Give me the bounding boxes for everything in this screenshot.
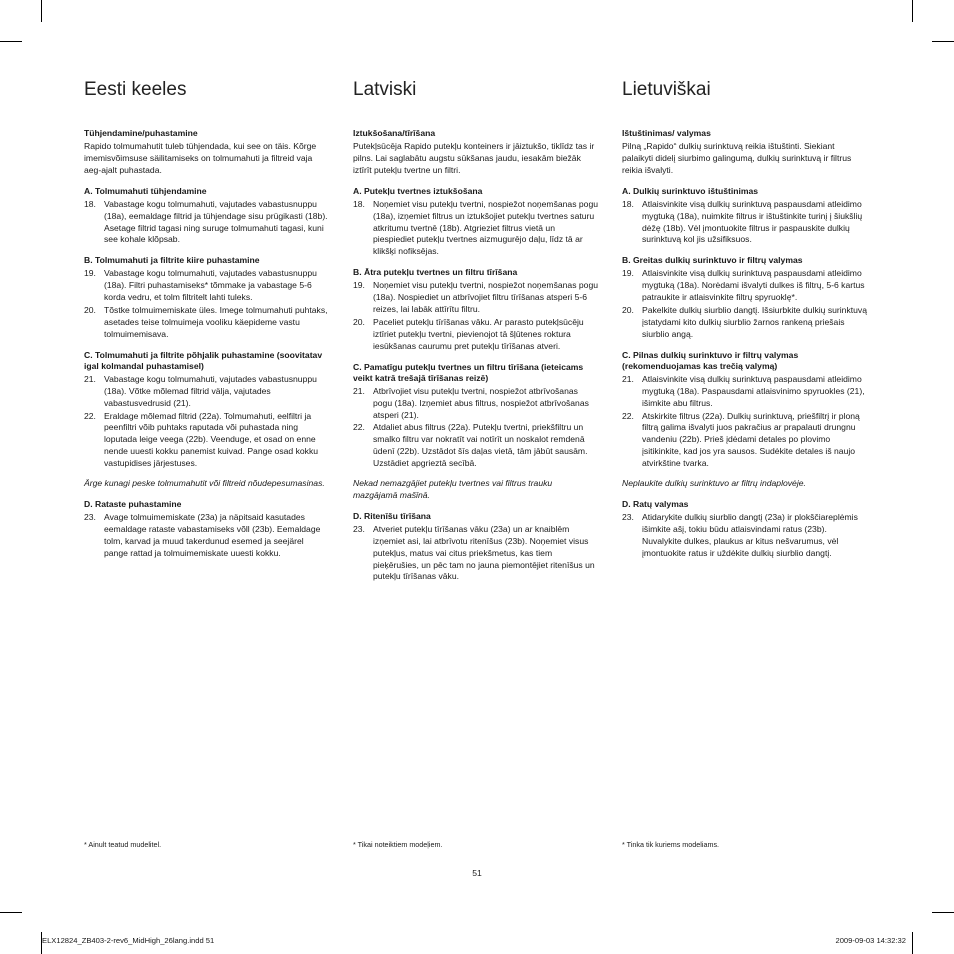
step-number: 23. [84, 511, 96, 522]
step-text: Atlaisvinkite visą dulkių surinktuvą paspausdami atleidimo mygtuką (18a). Paspausdami atlaisvinimo spyruokles (21), išimkite abu filtrus. [642, 373, 865, 408]
step-text: Pakelkite dulkių siurblio dangtį. Išsiurbkite dulkių surinktuvą įstatydami kito dulkių siurblio žarnos rankeną priešais siurblio angą. [642, 305, 867, 339]
footnote: * Tikai noteiktiem modeļiem. [353, 840, 443, 849]
step-text: Paceliet putekļu tīrīšanas vāku. Ar parasto putekļsūcēju iztīriet putekļu tvertni, pievienojot tā šļūtenes roktura iesūkšanas caurumu pret putekļu tīrīšanas atveri. [373, 316, 584, 351]
instruction-step [84, 512, 329, 560]
step-number: 20. [622, 305, 634, 316]
step-text: Atskirkite filtrus (22a). Dulkių surinktuvą, priešfiltrį ir ploną filtrą galima išvalyti juos pakračius ar prapalauti drungnu vandeniu (22b). Prieš įdėdami detales po plovimo įsitikinkite, kad jos yra sausos. Sudėkite detales iš naujo atvirkštine tvarka. [642, 410, 860, 469]
subsection-heading: C. Pamatīgu putekļu tvertnes un filtru tīrīšana (ieteicams veikt katrā trešajā tīrīšanas reizē) [353, 361, 584, 383]
crop-mark [41, 0, 42, 22]
instruction-step [622, 411, 867, 471]
step-number: 22. [84, 410, 96, 421]
instruction-step [84, 305, 329, 341]
step-number: 19. [84, 268, 96, 279]
step-number: 20. [353, 316, 365, 327]
step-number: 22. [622, 410, 634, 421]
subsection-heading: D. Rataste puhastamine [84, 498, 182, 509]
warning-note: Neplaukite dulkių surinktuvo ar filtrų indaplovėje. [622, 478, 806, 489]
step-text: Noņemiet visu putekļu tvertni, nospiežot noņemšanas pogu (18a). Nospiediet un atbrīvojiet filtru tīrīšanas atsperi 5-6 reizes, lai labāk attīrītu filtru. [373, 280, 599, 315]
footnote: * Tinka tik kuriems modeliams. [622, 840, 720, 849]
instruction-step [353, 422, 598, 470]
subsection-heading: A. Putekļu tvertnes iztukšošana [353, 185, 483, 196]
step-number: 23. [622, 511, 634, 522]
column-latvian [353, 78, 598, 584]
crop-mark [912, 0, 913, 22]
step-number: 18. [353, 198, 365, 209]
subsection-heading: A. Tolmumahuti tühjendamine [84, 185, 207, 196]
step-number: 18. [622, 198, 634, 209]
subsection-heading: B. Ātra putekļu tvertnes un filtru tīrīšana [353, 267, 518, 278]
section-heading: Iztukšošana/tīrīšana [353, 128, 436, 138]
subsection-heading: B. Tolmumahuti ja filtrite kiire puhastamine [84, 255, 260, 266]
subsection-heading: C. Pilnas dulkių surinktuvo ir filtrų valymas (rekomenduojamas kas trečią valymą) [622, 349, 799, 371]
step-number: 19. [353, 280, 365, 291]
instruction-step [84, 374, 329, 410]
instruction-step [84, 411, 329, 471]
crop-mark [912, 932, 913, 954]
step-text: Tõstke tolmuimemiskate üles. Imege tolmumahuti puhtaks, asetades teise tolmuimeja vooliku käepideme vastu tolmuimemisava. [104, 305, 328, 339]
step-number: 20. [84, 305, 96, 316]
crop-mark [0, 912, 22, 913]
instruction-blocks [84, 186, 329, 560]
instruction-step [353, 199, 598, 259]
step-number: 22. [353, 422, 365, 433]
subsection-heading: D. Ritenīšu tīrīšana [353, 510, 431, 521]
crop-mark [0, 41, 22, 42]
step-number: 18. [84, 198, 96, 209]
warning-note: Nekad nemazgājiet putekļu tvertnes vai filtrus trauku mazgājamā mašīnā. [353, 478, 553, 500]
intro-paragraph: Pilną „Rapido“ dulkių surinktuvą reikia ištuštinti. Siekiant palaikyti didelį siurbimo galingumą, dulkių surinktuvą ir filtrus reikia išvalyti. [622, 141, 852, 175]
column-lithuanian [622, 78, 867, 561]
step-text: Avage tolmuimemiskate (23a) ja näpitsaid kasutades eemaldage rataste vabastamiseks võll (23b). Eemaldage tolm, karvad ja muud takerdunud esemed ja seejärel pange rattad ja tolmuimemiskate uuesti kokku. [104, 511, 321, 558]
crop-mark [932, 912, 954, 913]
step-text: Atlaisvinkite visą dulkių surinktuvą paspausdami atleidimo mygtuką (18a). Norėdami išvalyti dulkes iš filtrų, 5-6 kartus patraukite ir atlaisvinkite filtrų spyruoklę*. [642, 268, 865, 303]
step-text: Atlaisvinkite visą dulkių surinktuvą paspausdami atleidimo mygtuką (18a), nuimkite filtrus ir ištuštinkite turinį į šiukšlių dėžę (18b). Vėl įmontuokite filtrus ir paspauskite dulkių surinktuvą kol jis užsifiksuos. [642, 198, 863, 245]
instruction-step [622, 305, 867, 341]
step-text: Noņemiet visu putekļu tvertni, nospiežot noņemšanas pogu (18a), izņemiet filtrus un iztukšojiet putekļu tvertnes saturu atkritumu tvertnē (18b). Atgrieziet filtrus vietā un piespiediet putekļu tvertnes aizmugurējo daļu, līdz tā ar klikšķi nofiksējas. [373, 198, 599, 257]
language-title: Latviski [353, 79, 417, 100]
step-text: Vabastage kogu tolmumahuti, vajutades vabastusnuppu (18a). Võtke mõlemad filtrid välja, vajutades vabastusvedrusid (21). [104, 373, 317, 408]
crop-mark [932, 41, 954, 42]
subsection-heading: C. Tolmumahuti ja filtrite põhjalik puhastamine (soovitatav igal kolmandal puhastamisel) [84, 349, 323, 371]
instruction-step [622, 268, 867, 304]
instruction-step [353, 317, 598, 353]
step-text: Atdaliet abus filtrus (22a). Putekļu tvertni, priekšfiltru un smalko filtru var nokratīt vai notīrīt un noskalot remdenā ūdenī (22b). Uzstādot šīs daļas vietā, tām jābūt sausām. Uzstādiet apgrieztā secībā. [373, 422, 588, 469]
instruction-step [622, 374, 867, 410]
footnote: * Ainult teatud mudelitel. [84, 840, 162, 849]
language-title: Eesti keeles [84, 79, 187, 100]
step-text: Eraldage mõlemad filtrid (22a). Tolmumahuti, eelfiltri ja peenfiltri võib puhtaks raputada või puhastada ning loputada leige veega (22b). Veenduge, et osad on enne nende uuesti kokku panemist kuivad. Pange osad kokku vastupidises järjestuses. [104, 410, 319, 469]
language-title: Lietuviškai [622, 79, 711, 100]
step-number: 19. [622, 268, 634, 279]
step-number: 21. [622, 373, 634, 384]
step-text: Atveriet putekļu tīrīšanas vāku (23a) un ar knaiblēm izņemiet asi, lai atbrīvotu ritenīšus (23b). Noņemiet visus putekļus, matus vai citus priekšmetus, kas tiem pieķērušies, un pēc tam no jauna piemontējiet ritenīšus un putekļu tīrīšanas vāku. [373, 523, 595, 582]
step-text: Atbrīvojiet visu putekļu tvertni, nospiežot atbrīvošanas pogu (18a). Izņemiet abus filtrus, nospiežot atbrīvošanas atsperi (21). [373, 385, 589, 420]
intro-paragraph: Rapido tolmumahutit tuleb tühjendada, kui see on täis. Kõrge imemisvõimsuse säilitamiseks on tolmumahuti ja filtreid vaja aeg-ajalt puhastada. [84, 141, 317, 175]
slug-filename: ELX12824_ZB403-2-rev6_MidHigh_26lang.indd 51 [42, 936, 215, 945]
instruction-step [622, 199, 867, 247]
step-number: 23. [353, 523, 365, 534]
step-text: Vabastage kogu tolmumahuti, vajutades vabastusnuppu (18a). Filtri puhastamiseks* tõmmake ja vabastage 5-6 korda vedru, et tolm filtritelt lahti tuleks. [104, 268, 317, 303]
instruction-step [622, 512, 867, 560]
step-text: Vabastage kogu tolmumahuti, vajutades vabastusnuppu (18a), eemaldage filtrid ja tühjendage sisu prügikasti (18b). Asetage filtrid tagasi ning suruge tolmumahuti tagasi, kuni see kohale klõpsab. [104, 198, 328, 245]
column-estonian [84, 78, 329, 561]
section-heading: Tühjendamine/puhastamine [84, 128, 198, 138]
subsection-heading: B. Greitas dulkių surinktuvo ir filtrų valymas [622, 255, 803, 266]
step-text: Atidarykite dulkių siurblio dangtį (23a) ir plokščiareplėmis išimkite ašį, tokiu būdu atlaisvindami ratus (23b). Nuvalykite dulkes, plaukus ar kitus nešvarumus, vėl įmontuokite ratus ir uždėkite dulkių siurblio dangtį. [642, 511, 858, 558]
instruction-blocks [622, 186, 867, 560]
step-number: 21. [353, 385, 365, 396]
instruction-step [353, 524, 598, 584]
instruction-step [84, 268, 329, 304]
slug-timestamp: 2009-09-03 14:32:32 [835, 936, 906, 945]
instruction-step [84, 199, 329, 247]
instruction-step [353, 386, 598, 422]
subsection-heading: D. Ratų valymas [622, 498, 689, 509]
instruction-step [353, 280, 598, 316]
intro-paragraph: Putekļsūcēja Rapido putekļu konteiners ir jāiztukšo, tiklīdz tas ir pilns. Lai saglabātu augstu sūkšanas jaudu, iesakām biežāk iztīrīt putekļu tvertne un filtri. [353, 141, 595, 175]
warning-note: Ärge kunagi peske tolmumahutit või filtreid nõudepesumasinas. [84, 478, 325, 489]
instruction-blocks [353, 186, 598, 584]
subsection-heading: A. Dulkių surinktuvo ištuštinimas [622, 185, 759, 196]
section-heading: Ištuštinimas/ valymas [622, 128, 711, 138]
page-number: 51 [472, 868, 482, 878]
step-number: 21. [84, 373, 96, 384]
